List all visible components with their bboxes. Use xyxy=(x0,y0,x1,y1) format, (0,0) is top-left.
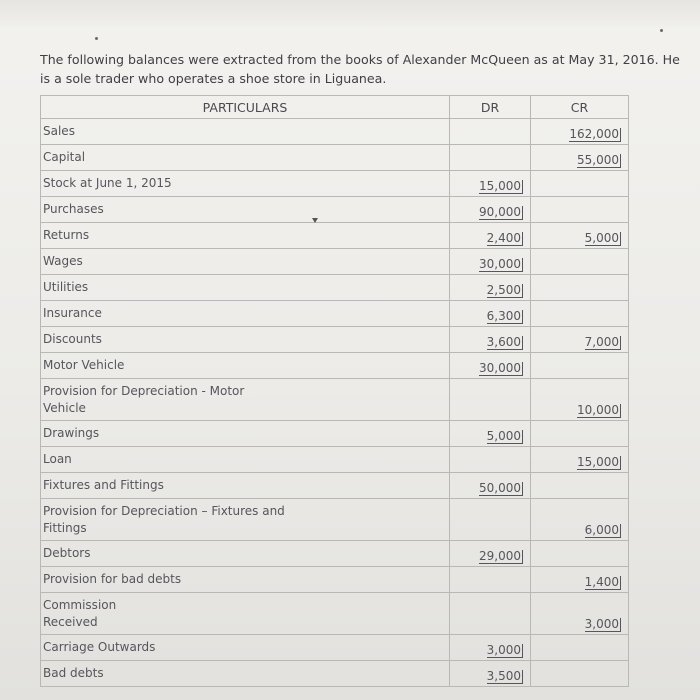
dr-amount: 2,500 xyxy=(486,283,521,297)
dr-cell xyxy=(450,635,531,661)
table-header-row xyxy=(41,96,629,119)
table-body xyxy=(41,119,629,687)
cr-cell xyxy=(531,379,629,421)
particulars-cell: Insurance xyxy=(41,301,450,327)
cr-amount: 162,000 xyxy=(569,127,619,141)
cr-cell xyxy=(531,327,629,353)
particulars-cell xyxy=(41,593,450,635)
dr-cell xyxy=(450,197,531,223)
cr-header: CR xyxy=(531,96,629,119)
cr-cell xyxy=(531,223,629,249)
cr-amount: 3,000 xyxy=(584,617,619,631)
cr-cell xyxy=(531,353,629,379)
dr-cell xyxy=(450,421,531,447)
dr-amount: 15,000 xyxy=(479,179,521,193)
dr-amount: 6,300 xyxy=(486,309,521,323)
table-row xyxy=(41,119,629,145)
cr-amount: 15,000 xyxy=(577,455,619,469)
particulars-cell: Loan xyxy=(41,447,450,473)
cr-cell xyxy=(531,301,629,327)
dr-cell xyxy=(450,447,531,473)
pointer-mark xyxy=(312,218,318,223)
wrapped-label: Provision for Depreciation – Fixtures and Fittings xyxy=(43,503,285,535)
table-row xyxy=(41,379,629,421)
cr-cell xyxy=(531,499,629,541)
cr-cell xyxy=(531,593,629,635)
cr-amount: 55,000 xyxy=(577,153,619,167)
particulars-cell: Sales xyxy=(41,119,450,145)
particulars-cell: Provision for bad debts xyxy=(41,567,450,593)
particulars-cell: Debtors xyxy=(41,541,450,567)
cr-cell xyxy=(531,421,629,447)
page-top-edge xyxy=(0,0,700,28)
table-row xyxy=(41,353,629,379)
cr-cell xyxy=(531,119,629,145)
dr-amount: 3,500 xyxy=(486,669,521,683)
cr-cell xyxy=(531,171,629,197)
cr-cell xyxy=(531,249,629,275)
dr-header: DR xyxy=(450,96,531,119)
particulars-cell: Utilities xyxy=(41,275,450,301)
dr-cell xyxy=(450,275,531,301)
particulars-cell: Stock at June 1, 2015 xyxy=(41,171,450,197)
dr-cell xyxy=(450,661,531,687)
cr-cell xyxy=(531,567,629,593)
speck-mark xyxy=(660,29,663,32)
dr-amount: 50,000 xyxy=(479,481,521,495)
wrapped-label: Provision for Depreciation - Motor Vehicle xyxy=(43,383,245,415)
cr-amount: 10,000 xyxy=(577,403,619,417)
table-row xyxy=(41,145,629,171)
table-row xyxy=(41,301,629,327)
table-row xyxy=(41,327,629,353)
table-row xyxy=(41,499,629,541)
particulars-cell: Wages xyxy=(41,249,450,275)
cr-amount: 5,000 xyxy=(584,231,619,245)
dr-cell xyxy=(450,473,531,499)
dr-amount: 3,600 xyxy=(486,335,521,349)
cr-cell xyxy=(531,635,629,661)
particulars-cell: Bad debts xyxy=(41,661,450,687)
dr-cell xyxy=(450,499,531,541)
particulars-cell xyxy=(41,379,450,421)
cr-cell xyxy=(531,197,629,223)
cr-cell xyxy=(531,275,629,301)
particulars-cell: Motor Vehicle xyxy=(41,353,450,379)
dr-cell xyxy=(450,301,531,327)
table-row xyxy=(41,421,629,447)
dr-amount: 29,000 xyxy=(479,549,521,563)
dr-cell xyxy=(450,541,531,567)
table-row xyxy=(41,473,629,499)
particulars-cell: Fixtures and Fittings xyxy=(41,473,450,499)
dr-cell xyxy=(450,379,531,421)
table-row xyxy=(41,275,629,301)
dr-cell xyxy=(450,353,531,379)
particulars-cell: Returns xyxy=(41,223,450,249)
cr-amount: 6,000 xyxy=(584,523,619,537)
speck-mark xyxy=(95,37,98,40)
dr-amount: 3,000 xyxy=(486,643,521,657)
trial-balance-table xyxy=(40,95,629,687)
dr-cell xyxy=(450,327,531,353)
cr-cell xyxy=(531,661,629,687)
particulars-cell: Drawings xyxy=(41,421,450,447)
table-row xyxy=(41,541,629,567)
cr-amount: 1,400 xyxy=(584,575,619,589)
particulars-cell xyxy=(41,499,450,541)
dr-cell xyxy=(450,567,531,593)
dr-amount: 90,000 xyxy=(479,205,521,219)
particulars-cell: Carriage Outwards xyxy=(41,635,450,661)
particulars-cell: Purchases xyxy=(41,197,450,223)
table-row xyxy=(41,197,629,223)
dr-amount: 2,400 xyxy=(486,231,521,245)
table-row xyxy=(41,661,629,687)
dr-cell xyxy=(450,119,531,145)
table-row xyxy=(41,635,629,661)
dr-amount: 5,000 xyxy=(486,429,521,443)
particulars-header: PARTICULARS xyxy=(41,96,450,119)
wrapped-label: Commission Received xyxy=(43,597,117,629)
table-row xyxy=(41,223,629,249)
particulars-cell: Discounts xyxy=(41,327,450,353)
dr-cell xyxy=(450,249,531,275)
dr-amount: 30,000 xyxy=(479,257,521,271)
cr-cell xyxy=(531,447,629,473)
table-row xyxy=(41,171,629,197)
table-row xyxy=(41,447,629,473)
cr-cell xyxy=(531,145,629,171)
cr-amount: 7,000 xyxy=(584,335,619,349)
dr-amount: 30,000 xyxy=(479,361,521,375)
table-row xyxy=(41,593,629,635)
intro-paragraph: The following balances were extracted from the books of Alexander McQueen as at May 31, 2016. He is a sole trader who operates a shoe store in Liguanea. xyxy=(40,52,680,86)
cr-cell xyxy=(531,541,629,567)
dr-cell xyxy=(450,145,531,171)
table-row xyxy=(41,249,629,275)
dr-cell xyxy=(450,171,531,197)
dr-cell xyxy=(450,593,531,635)
cr-cell xyxy=(531,473,629,499)
dr-cell xyxy=(450,223,531,249)
table-row xyxy=(41,567,629,593)
particulars-cell: Capital xyxy=(41,145,450,171)
